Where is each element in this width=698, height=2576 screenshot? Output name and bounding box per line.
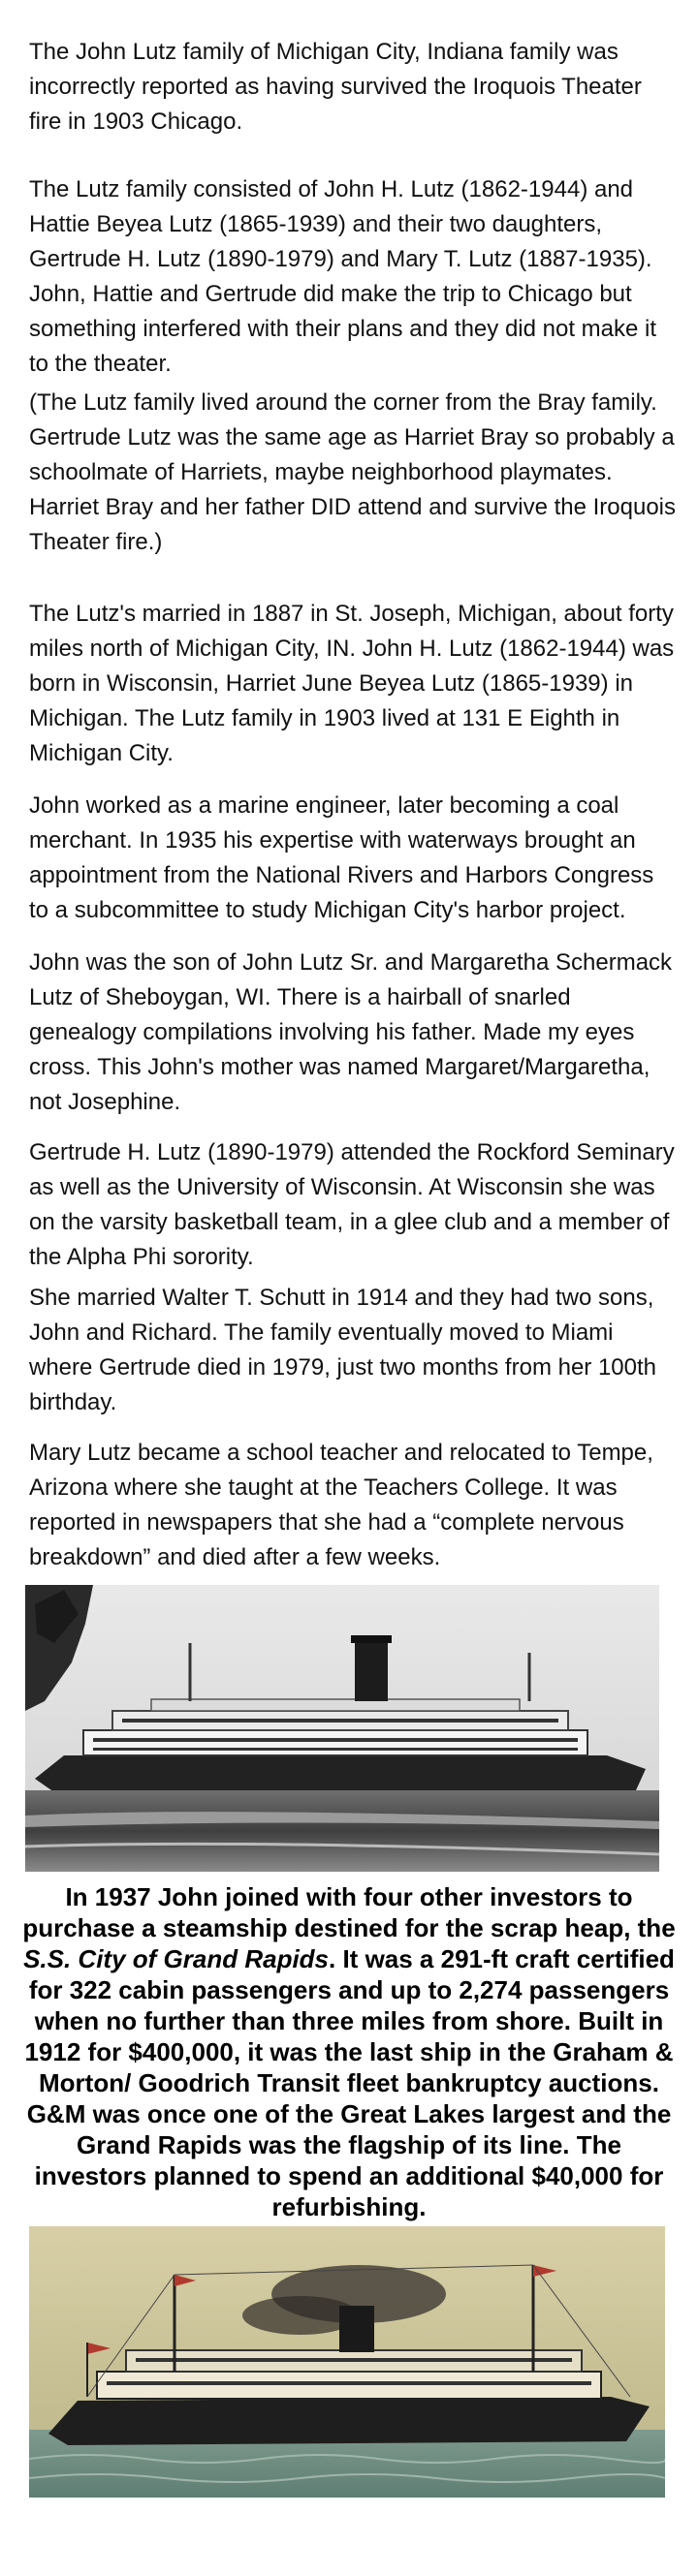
paragraph-gertrude-education: Gertrude H. Lutz (1890-1979) attended the Rockford Seminary as well as the University of Wisconsin. At Wisconsin she was on the varsity basketball team, in a glee club and a member of the Alpha Phi sorority. <box>29 1139 675 1270</box>
paragraph-false-report: The John Lutz family of Michigan City, Indiana family was incorrectly reported as having survived the Iroquois Theater fire in 1903 Chicago. <box>29 39 642 135</box>
steamship-bw-photo <box>25 1585 659 1872</box>
paragraph-mary-lutz: Mary Lutz became a school teacher and relocated to Tempe, Arizona where she taught at the Teachers College. It was reported in newspapers that she had a “complete nervous breakdown” and died after a few weeks. <box>29 1440 653 1570</box>
paragraph-john-parents: John was the son of John Lutz Sr. and Margaretha Schermack Lutz of Sheboygan, WI. There is a hairball of snarled genealogy compilations involving his father. Made my eyes cross. This John's mother was named Margaret/Margaretha, not Josephine. <box>29 949 673 1115</box>
steamship-purchase-text <box>21 1881 677 2222</box>
steamship-text-before: In 1937 John joined with four other investors to purchase a steamship destined for the scrap heap, the <box>22 1882 676 1942</box>
steamship-color-illustration <box>29 2226 665 2498</box>
ship-name: S.S. City of Grand Rapids <box>23 1944 330 1973</box>
paragraph-gertrude-marriage: She married Walter T. Schutt in 1914 and they had two sons, John and Richard. The family eventually moved to Miami where Gertrude died in 1979, just two months from her 100th birthday. <box>29 1285 657 1415</box>
steamship-text-after: . It was a 291-ft craft certified for 322 cabin passengers and up to 2,274 passengers when no further than three miles from shore. Built in 1912 for $400,000, it was the last ship in the Graham & Morton/ Goodrich Transit fleet bankruptcy auctions. G&M was once one of the Great Lakes largest and the Grand Rapids was the flagship of its line. The investors planned to spend an additional $40,000 for refurbishing. <box>24 1944 675 2221</box>
paragraph-john-career: John worked as a marine engineer, later becoming a coal merchant. In 1935 his expertise with waterways brought an appointment from the National Rivers and Harbors Congress to a subcommittee to study Michigan City's harbor project. <box>29 792 654 923</box>
paragraph-family-members: The Lutz family consisted of John H. Lutz (1862-1944) and Hattie Beyea Lutz (1865-1939) and their two daughters, Gertrude H. Lutz (1890-1979) and Mary T. Lutz (1887-1935). John, Hattie and Gertrude did make the trip to Chicago but something interfered with their plans and they did not make it to the theater. <box>29 176 657 377</box>
paragraph-marriage: The Lutz's married in 1887 in St. Joseph, Michigan, about forty miles north of Michigan City, IN. John H. Lutz (1862-1944) was born in Wisconsin, Harriet June Beyea Lutz (1865-1939) in Michigan. The Lutz family in 1903 lived at 131 E Eighth in Michigan City. <box>29 601 675 766</box>
paragraph-bray-family: (The Lutz family lived around the corner from the Bray family. Gertrude Lutz was the same age as Harriet Bray so probably a schoolmate of Harriets, maybe neighborhood playmates. Harriet Bray and her father DID attend and survive the Iroquois Theater fire.) <box>29 389 677 555</box>
